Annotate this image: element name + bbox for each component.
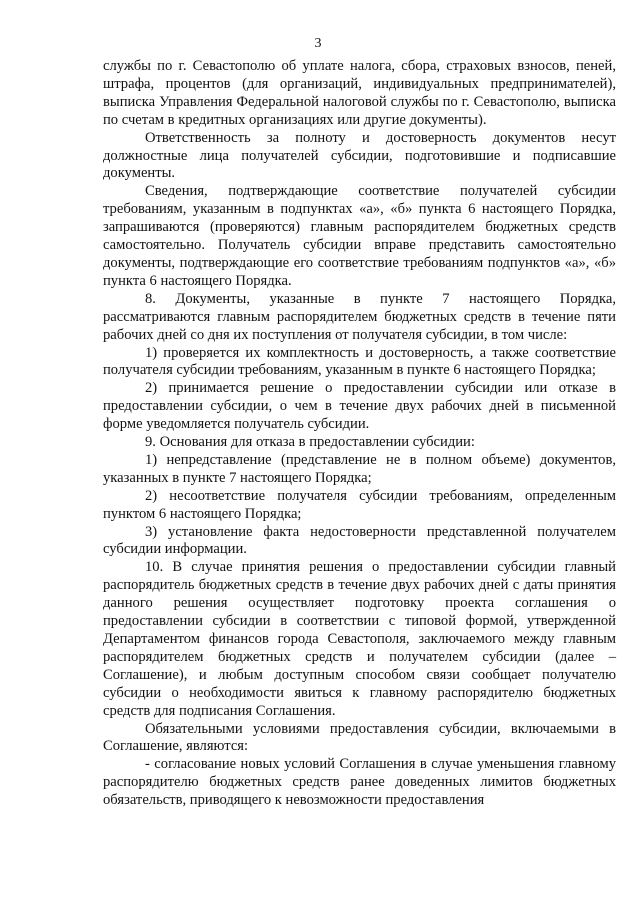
paragraph-item-9-1: 1) непредставление (представление не в полном объеме) документов, указанных в пункте 7 настоящего Порядка;: [103, 451, 616, 486]
paragraph-condition-1: - согласование новых условий Соглашения в случае уменьшения главному распорядителю бюджетных средств ранее доведенных лимитов бюджетных обязательств, приводящего к невозможности предоставления: [103, 756, 616, 809]
paragraph-item-9-3: 3) установление факта недостоверности представленной получателем субсидии информации.: [103, 523, 616, 558]
paragraph-responsibility: Ответственность за полноту и достоверность документов несут должностные лица получателей субсидии, подготовившие и подписавшие документы.: [103, 129, 616, 182]
document-body: [103, 58, 616, 810]
paragraph-item-8-1: 1) проверяется их комплектность и достоверность, а также соответствие получателя субсидии требованиям, указанным в пункте 6 настоящего Порядка;: [103, 344, 616, 379]
paragraph-mandatory-conditions: Обязательными условиями предоставления субсидии, включаемыми в Соглашение, являются:: [103, 720, 616, 755]
paragraph-item-9: 9. Основания для отказа в предоставлении субсидии:: [145, 434, 475, 451]
paragraph-verification: Сведения, подтверждающие соответствие получателей субсидии требованиям, указанным в подпунктах «а», «б» пункта 6 настоящего Порядка, запрашиваются (проверяются) главным распорядителем бюджетных средств самостоятельно. Получатель субсидии вправе представить самостоятельно документы, подтверждающие его соответствие требованиям подпунктов «а», «б» пункта 6 настоящего Порядка.: [103, 183, 616, 289]
paragraph-item-10: 10. В случае принятия решения о предоставлении субсидии главный распорядитель бюджетных средств в течение двух рабочих дней с даты принятия данного решения осуществляет подготовку проекта соглашения о предоставлении субсидии в соответствии с типовой формой, утвержденной Департаментом финансов города Севастополя, заключаемого между главным распорядителем бюджетных средств и получателем субсидии (далее – Соглашение), и любым доступным способом связи сообщает получателю субсидии о необходимости явиться к главному распорядителю бюджетных средств для подписания Соглашения.: [103, 559, 616, 719]
paragraph-item-8: 8. Документы, указанные в пункте 7 настоящего Порядка, рассматриваются главным распорядителем бюджетных средств в течение пяти рабочих дней со дня их поступления от получателя субсидии, в том числе:: [103, 290, 616, 343]
paragraph-item-9-2: 2) несоответствие получателя субсидии требованиям, определенным пунктом 6 настоящего Порядка;: [103, 487, 616, 522]
page-number: 3: [314, 36, 322, 51]
paragraph-continuation: службы по г. Севастополю об уплате налога, сбора, страховых взносов, пеней, штрафа, процентов (для организаций, индивидуальных предпринимателей), выписка Управления Федеральной налоговой службы по г. Севастополю, выписка по счетам в кредитных организациях или другие документы).: [103, 58, 616, 128]
paragraph-item-8-2: 2) принимается решение о предоставлении субсидии или отказе в предоставлении субсидии, о чем в течение двух рабочих дней в письменной форме уведомляется получатель субсидии.: [103, 380, 616, 433]
